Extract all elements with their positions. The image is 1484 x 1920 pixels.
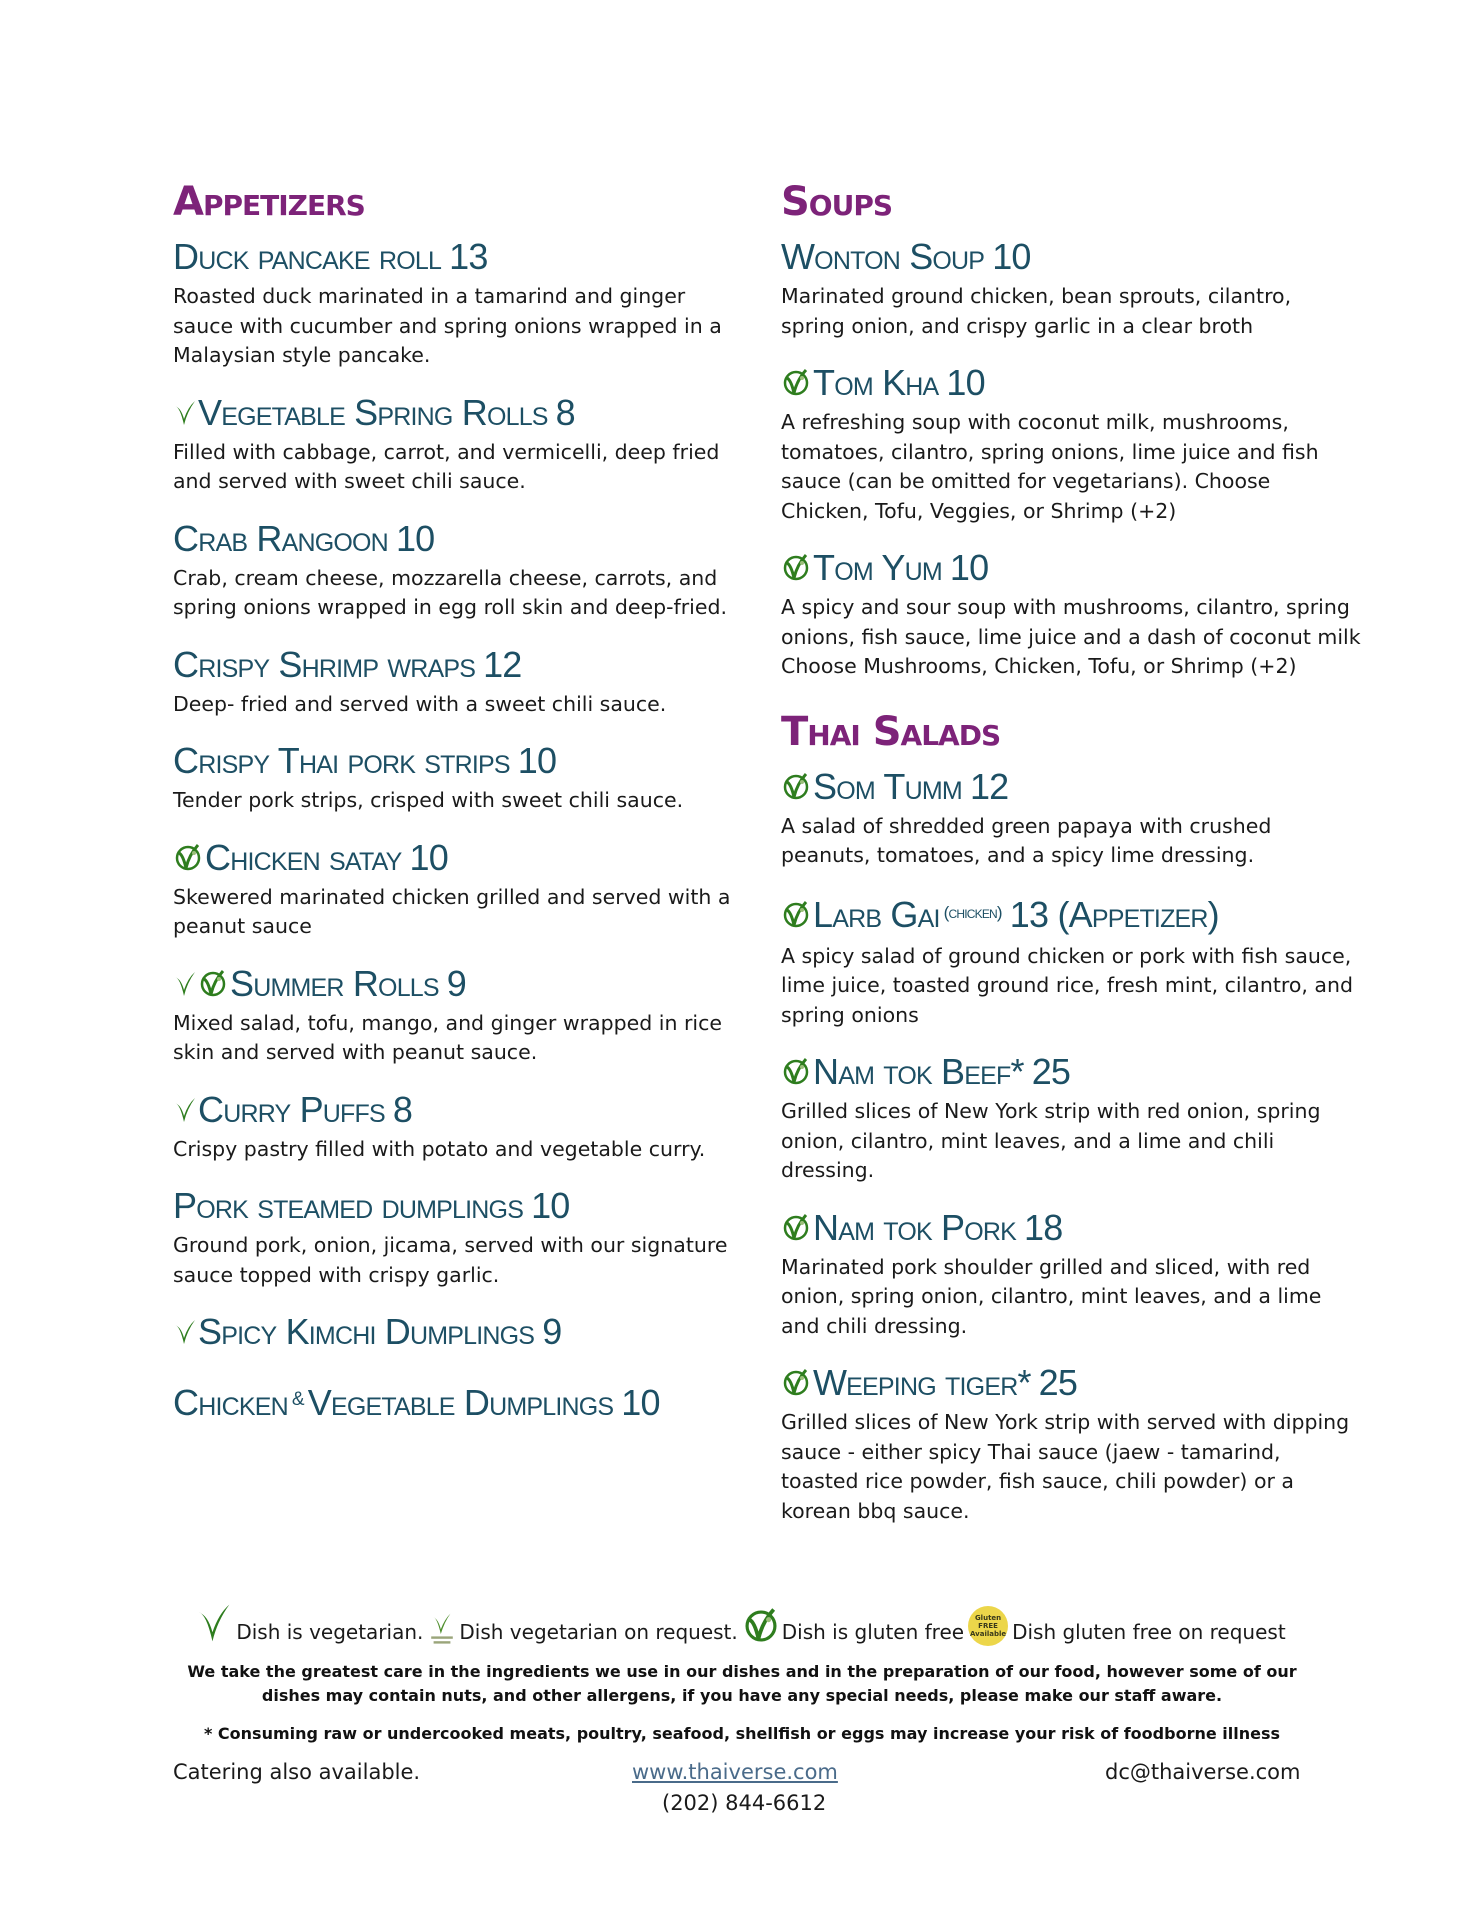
gluten-free-icon <box>742 1606 780 1646</box>
item-description: Grilled slices of New York strip with red onion, spring onion, cilantro, mint leaves, and a lime and chili dressing. <box>781 1099 1321 1182</box>
menu-item <box>173 644 748 720</box>
menu-item <box>781 766 1361 871</box>
menu-item <box>781 362 1361 526</box>
menu-item <box>173 392 748 497</box>
item-name: Chicken <box>173 1382 288 1423</box>
gluten-free-icon <box>781 1368 811 1398</box>
item-description: Crab, cream cheese, mozzarella cheese, carrots, and spring onions wrapped in egg roll skin and deep-fried. <box>173 565 727 619</box>
item-price: 10 <box>992 236 1031 277</box>
item-description: Deep- fried and served with a sweet chili sauce. <box>173 691 667 716</box>
item-name: Summer Rolls <box>230 962 439 1004</box>
item-price: 10 <box>395 517 435 559</box>
item-price: 10 <box>531 1185 570 1226</box>
menu-item <box>781 1207 1361 1342</box>
gluten-free-icon <box>198 969 228 999</box>
menu-item <box>781 547 1361 682</box>
item-price: 9 <box>542 1311 562 1352</box>
item-price: 10 <box>409 836 448 878</box>
menu-item <box>781 236 1361 341</box>
gluten-free-icon <box>781 553 811 583</box>
soups-salads-column <box>781 178 1361 1547</box>
contact-phone: (202) 844-6612 <box>662 1791 827 1815</box>
item-description: A spicy salad of ground chicken or pork with fish sauce, lime juice, toasted ground rice, fresh mint, cilantro, and spring onions <box>781 943 1353 1027</box>
menu-item <box>173 740 748 816</box>
item-price: 10 <box>621 1382 660 1423</box>
vegetarian-icon <box>173 398 197 428</box>
menu-item <box>173 963 748 1068</box>
appetizers-title: Appetizers <box>173 179 365 225</box>
gluten-free-icon <box>781 900 811 930</box>
vegetarian-icon <box>173 969 197 999</box>
gluten-free-icon <box>781 368 811 398</box>
item-description: A refreshing soup with coconut milk, mushrooms, tomatoes, cilantro, spring onions, lime juice and fish sauce (can be omitted for vegetarians). Choose Chicken, Tofu, Veggies, or Shrimp (+2) <box>781 410 1319 523</box>
item-price: 13 <box>449 236 488 277</box>
item-price: 12 <box>483 643 522 685</box>
legend-gluten-free-on-request <box>968 1606 1290 1646</box>
website-link[interactable]: www.thaiverse.com <box>632 1760 838 1784</box>
vegetarian-icon <box>194 1600 234 1646</box>
legend-vegetarian <box>194 1600 427 1646</box>
legend-label: Dish is vegetarian. <box>236 1620 424 1644</box>
item-name: Vegetable Dumplings <box>307 1382 614 1423</box>
item-name: Crispy Thai pork strips <box>173 740 510 781</box>
gluten-free-icon <box>781 1057 811 1087</box>
raw-food-warning: * Consuming raw or undercooked meats, poultry, seafood, shellfish or eggs may increase your risk of foodborne illness <box>203 1724 1281 1743</box>
item-name: Larb Gai <box>813 893 940 935</box>
menu-item <box>173 1379 748 1427</box>
item-name: Spicy Kimchi Dumplings <box>198 1311 535 1352</box>
vegetarian-icon <box>173 1095 197 1125</box>
gluten-free-icon <box>781 772 811 802</box>
item-name: Vegetable Spring Rolls <box>198 391 548 433</box>
item-name: Crab Rangoon <box>173 517 388 559</box>
item-description: Mixed salad, tofu, mango, and ginger wrapped in rice skin and served with peanut sauce. <box>173 1010 722 1064</box>
badge-text: FREE <box>978 1622 998 1630</box>
appetizers-column <box>173 178 748 1448</box>
item-description: A salad of shredded green papaya with crushed peanuts, tomatoes, and a spicy lime dressing. <box>781 813 1272 867</box>
contact-email: dc@thaiverse.com <box>1105 1760 1301 1784</box>
item-price: 25 <box>1031 1051 1071 1092</box>
item-name: Wonton Soup <box>781 236 985 277</box>
legend-gluten-free <box>742 1606 968 1646</box>
item-name: Weeping tiger* <box>813 1362 1031 1403</box>
item-price: 9 <box>446 962 467 1004</box>
dietary-legend <box>0 1600 1484 1646</box>
allergen-notice: We take the greatest care in the ingredients we use in our dishes and in the preparation of our food, however some of our dishes may contain nuts, and other allergens, if you have any special needs, please make our staff aware. <box>187 1662 1297 1705</box>
item-description: Crispy pastry filled with potato and vegetable curry. <box>173 1136 706 1161</box>
menu-item <box>781 892 1361 1031</box>
item-name: Duck pancake roll <box>173 236 442 277</box>
item-description: Ground pork, onion, jicama, served with our signature sauce topped with crispy garlic. <box>173 1233 728 1287</box>
item-description: Roasted duck marinated in a tamarind and ginger sauce with cucumber and spring onions wrapped in a Malaysian style pancake. <box>173 284 722 367</box>
item-price: 18 <box>1024 1206 1063 1248</box>
thai-salads-title: Thai Salads <box>781 708 1001 755</box>
vegetarian-on-request-icon <box>427 1610 457 1646</box>
item-price: 10 <box>949 547 989 588</box>
item-price: 12 <box>969 765 1009 807</box>
gluten-free-on-request-icon <box>968 1606 1008 1646</box>
item-name: Chicken satay <box>205 836 402 878</box>
item-description: Grilled slices of New York strip with served with dipping sauce - either spicy Thai sauce (jaew - tamarind, toasted rice powder, fish sauce, chili powder) or a korean bbq sauce. <box>781 1410 1350 1523</box>
item-name: Tom Yum <box>813 547 942 588</box>
item-subtitle: (chicken) <box>943 902 1002 922</box>
item-description: Marinated ground chicken, bean sprouts, cilantro, spring onion, and crispy garlic in a clear broth <box>781 284 1292 338</box>
item-price: 25 <box>1038 1362 1078 1403</box>
ampersand: & <box>291 1389 304 1410</box>
legend-label: Dish vegetarian on request. <box>459 1620 738 1644</box>
item-name: Crispy Shrimp wraps <box>173 643 476 685</box>
item-name: Pork steamed dumplings <box>173 1185 524 1226</box>
item-name: Curry Puffs <box>198 1088 385 1130</box>
menu-item <box>781 1362 1361 1526</box>
item-name: Nam tok Beef* <box>813 1051 1024 1092</box>
badge-text: Gluten <box>974 1614 1002 1622</box>
item-description: Skewered marinated chicken grilled and served with a peanut sauce <box>173 884 731 938</box>
legend-label: Dish gluten free on request <box>1012 1620 1286 1644</box>
soups-title: Soups <box>781 179 893 225</box>
legend-vegetarian-on-request <box>427 1610 741 1646</box>
gluten-free-icon <box>781 1213 811 1243</box>
item-price: 10 <box>517 740 557 781</box>
badge-text: Available <box>969 1630 1007 1638</box>
menu-item <box>173 1185 748 1290</box>
item-price: 10 <box>946 362 985 403</box>
legend-label: Dish is gluten free <box>781 1620 965 1644</box>
vegetarian-icon <box>173 1317 197 1347</box>
item-description: Tender pork strips, crisped with sweet chili sauce. <box>173 788 684 812</box>
item-description: Marinated pork shoulder grilled and sliced, with red onion, spring onion, cilantro, mint leaves, and a lime and chili dressing. <box>781 1254 1322 1338</box>
item-name: Som Tumm <box>813 765 962 807</box>
gluten-free-icon <box>173 843 203 873</box>
item-description: Filled with cabbage, carrot, and vermicelli, deep fried and served with sweet chili sauce. <box>173 439 720 493</box>
menu-item <box>173 236 748 371</box>
item-description: A spicy and sour soup with mushrooms, cilantro, spring onions, fish sauce, lime juice and a dash of coconut milk Choose Mushrooms, Chicken, Tofu, or Shrimp (+2) <box>781 595 1361 678</box>
menu-item <box>781 1051 1361 1186</box>
menu-item <box>173 837 748 942</box>
catering-note: Catering also available. <box>173 1760 421 1784</box>
item-name: Tom Kha <box>813 362 939 403</box>
menu-item <box>173 1089 748 1165</box>
menu-item <box>173 1311 748 1353</box>
menu-item <box>173 518 748 623</box>
item-name: Nam tok Pork <box>813 1206 1017 1248</box>
item-price: 8 <box>392 1088 413 1130</box>
item-price: 8 <box>555 391 575 433</box>
item-price: 13 (Appetizer) <box>1009 893 1219 935</box>
